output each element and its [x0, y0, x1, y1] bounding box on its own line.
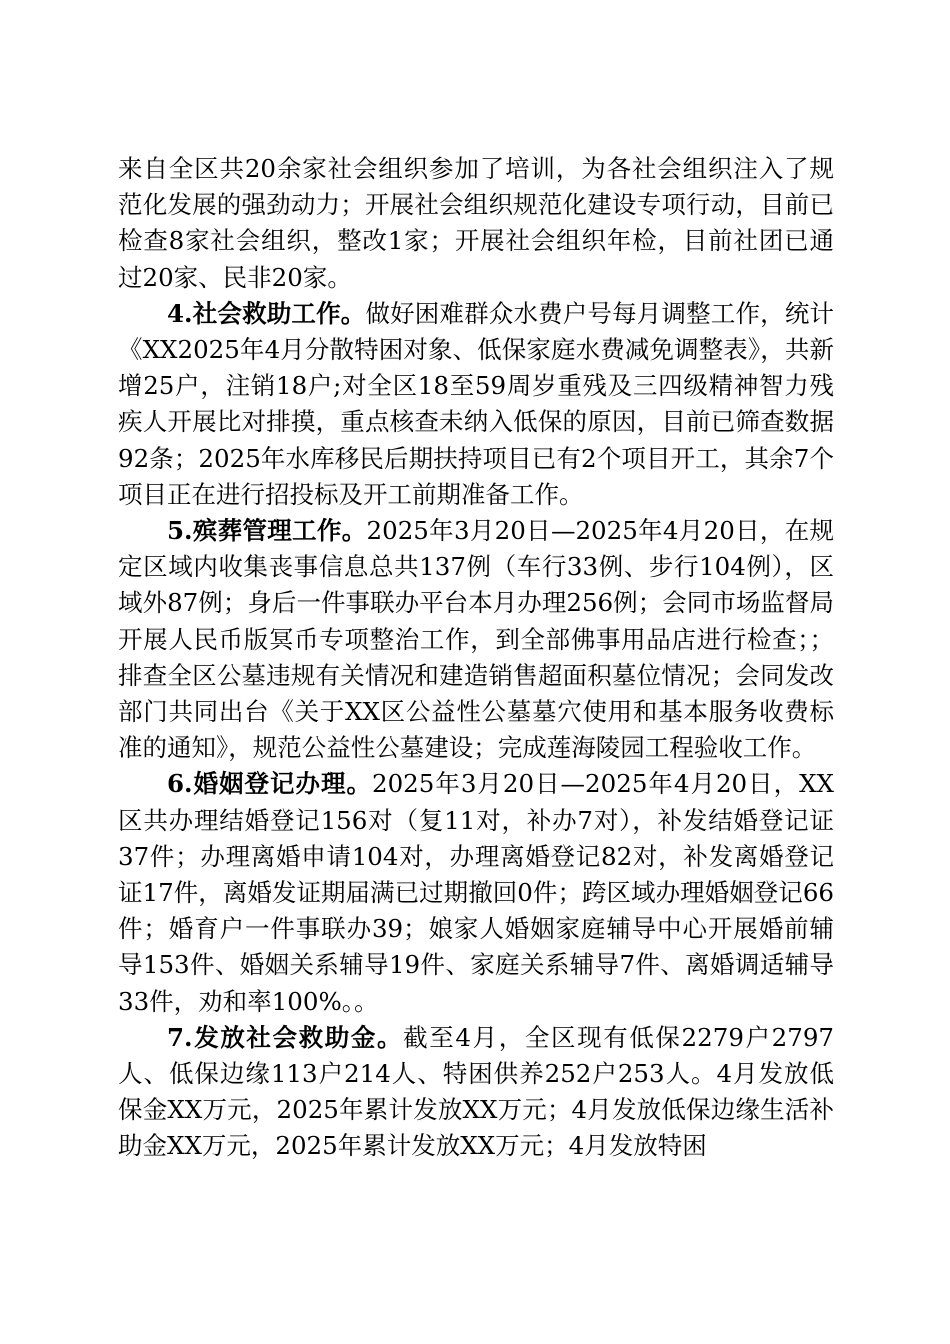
document-body — [118, 151, 834, 1165]
paragraph-funeral-management — [118, 513, 834, 766]
paragraph-text: 做好困难群众水费户号每月调整工作，统计《XX2025年4月分散特困对象、低保家庭水费减免调整表》，共新增25户，注销18户;对全区18至59周岁重残及三四级精神智力残疾人开展比对排摸，重点核查未纳入低保的原因，目前已筛查数据92条；2025年水库移民后期扶持项目已有2个项目开工，其余7个项目正在进行招投标及开工前期准备工作。 — [118, 298, 834, 509]
paragraph-social-assistance — [118, 296, 834, 513]
paragraph-text: 2025年3月20日—2025年4月20日，在规定区域内收集丧事信息总共137例（车行33例、步行104例），区域外87例；身后一件事联办平台本月办理256例；会同市场监督局开展人民币版冥币专项整治工作，到全部佛事用品店进行检查；；排查全区公墓违规有关情况和建造销售超面积墓位情况；会同发改部门共同出台《关于XX区公益性公墓墓穴使用和基本服务收费标准的通知》，规范公益性公墓建设；完成莲海陵园工程验收工作。 — [118, 516, 834, 763]
paragraph-text: 2025年3月20日—2025年4月20日，XX区共办理结婚登记156对（复11对，补办7对），补发结婚登记证37件；办理离婚申请104对，办理离婚登记82对，补发离婚登记证17件，离婚发证期届满已过期撤回0件；跨区域办理婚姻登记66件；婚育户一件事联办39；娘家人婚姻家庭辅导中心开展婚前辅导153件、婚姻关系辅导19件、家庭关系辅导7件、离婚调适辅导33件，劝和率100%。。 — [118, 769, 834, 1016]
paragraph-text: 来自全区共20余家社会组织参加了培训，为各社会组织注入了规范化发展的强劲动力；开展社会组织规范化建设专项行动，目前已检查8家社会组织，整改1家；开展社会组织年检，目前社团已通过20家、民非20家。 — [118, 154, 834, 292]
paragraph-social-organizations — [118, 151, 834, 296]
section-heading: 6.婚姻登记办理。 — [167, 769, 372, 799]
paragraph-assistance-funds — [118, 1020, 834, 1165]
section-heading: 5.殡葬管理工作。 — [167, 516, 367, 546]
paragraph-text: 截至4月，全区现有低保2279户2797人、低保边缘113户214人、特困供养252户253人。4月发放低保金XX万元，2025年累计发放XX万元；4月发放低保边缘生活补助金XX万元，2025年累计发放XX万元；4月发放特困 — [118, 1022, 834, 1161]
section-heading: 4.社会救助工作。 — [167, 298, 366, 328]
paragraph-marriage-registration — [118, 766, 834, 1019]
section-heading: 7.发放社会救助金。 — [167, 1022, 404, 1052]
